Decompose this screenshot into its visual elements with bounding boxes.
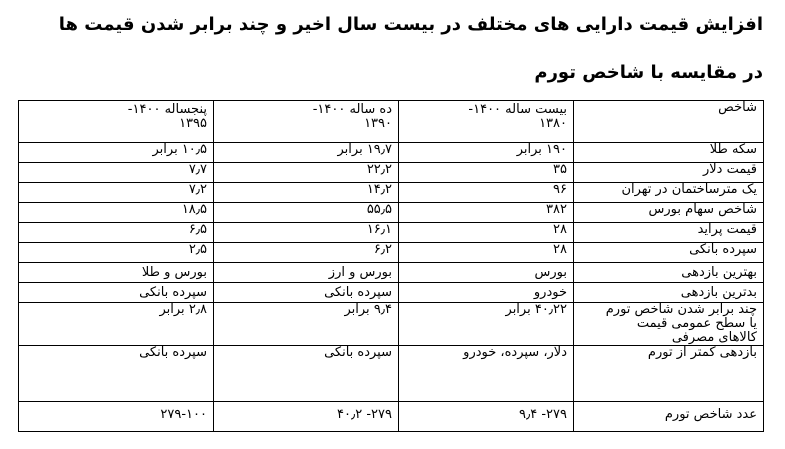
row-label: بازدهی کمتر از تورم [574, 346, 764, 402]
row-label: چند برابر شدن شاخص تورم یا سطح عمومی قیمت کالاهای مصرفی [574, 303, 764, 346]
table-row [19, 402, 764, 432]
table-cell: بورس و ارز [214, 263, 399, 283]
table-cell: ۱۶٫۱ [214, 223, 399, 243]
table-row [19, 243, 764, 263]
table-cell: ۱۰٫۵ برابر [19, 143, 214, 163]
table-cell: سپرده بانکی [19, 346, 214, 402]
table-row [19, 303, 764, 346]
column-header: ده ساله ۱۴۰۰- ۱۳۹۰ [214, 101, 399, 143]
table-cell: ۷٫۷ [19, 163, 214, 183]
table-row [19, 143, 764, 163]
column-header: پنجساله ۱۴۰۰- ۱۳۹۵ [19, 101, 214, 143]
table-cell: ۲۷۹- ۹٫۴ [399, 402, 574, 432]
table-cell: ۱۸٫۵ [19, 203, 214, 223]
table-cell: ۳۸۲ [399, 203, 574, 223]
table-row [19, 183, 764, 203]
table-cell: ۱۴٫۲ [214, 183, 399, 203]
table-cell: سپرده بانکی [214, 283, 399, 303]
table-cell: ۷٫۲ [19, 183, 214, 203]
table-header-row [19, 101, 764, 143]
table-row [19, 263, 764, 283]
table-row [19, 346, 764, 402]
row-label: عدد شاخص تورم [574, 402, 764, 432]
table-cell: بورس [399, 263, 574, 283]
table-cell: ۲۷۹-۱۰۰ [19, 402, 214, 432]
table-cell: ۶٫۲ [214, 243, 399, 263]
row-label: سکه طلا [574, 143, 764, 163]
table-row [19, 223, 764, 243]
table-cell: ۲۸ [399, 223, 574, 243]
column-header: شاخص [574, 101, 764, 143]
table-cell: ۱۹۰ برابر [399, 143, 574, 163]
table-cell: ۹۶ [399, 183, 574, 203]
table-cell: ۲٫۸ برابر [19, 303, 214, 346]
page-title: افزایش قیمت دارایی های مختلف در بیست سال اخیر و چند برابر شدن قیمت ها [58, 14, 763, 35]
comparison-table [18, 100, 764, 432]
table-cell: دلار، سپرده، خودرو [399, 346, 574, 402]
row-label: قیمت دلار [574, 163, 764, 183]
table-cell: ۶٫۵ [19, 223, 214, 243]
table-cell: بورس و طلا [19, 263, 214, 283]
table-row [19, 283, 764, 303]
table-cell: ۳۵ [399, 163, 574, 183]
table-row [19, 203, 764, 223]
row-label: بهترین بازدهی [574, 263, 764, 283]
row-label: قیمت پراید [574, 223, 764, 243]
table-cell: ۲۲٫۲ [214, 163, 399, 183]
row-label: سپرده بانکی [574, 243, 764, 263]
table-cell: ۲۸ [399, 243, 574, 263]
row-label: بدترین بازدهی [574, 283, 764, 303]
table-cell: سپرده بانکی [19, 283, 214, 303]
table-cell: ۴۰٫۲۲ برابر [399, 303, 574, 346]
column-header: بیست ساله ۱۴۰۰- ۱۳۸۰ [399, 101, 574, 143]
table-cell: خودرو [399, 283, 574, 303]
row-label: یک مترساختمان در تهران [574, 183, 764, 203]
table-cell: ۵۵٫۵ [214, 203, 399, 223]
page-subtitle: در مقایسه با شاخص تورم [534, 62, 763, 83]
table-cell: ۹٫۴ برابر [214, 303, 399, 346]
row-label: شاخص سهام بورس [574, 203, 764, 223]
table-cell: ۱۹٫۷ برابر [214, 143, 399, 163]
table-cell: ۲٫۵ [19, 243, 214, 263]
table-cell: سپرده بانکی [214, 346, 399, 402]
table-row [19, 163, 764, 183]
table-cell: ۲۷۹- ۴۰٫۲ [214, 402, 399, 432]
